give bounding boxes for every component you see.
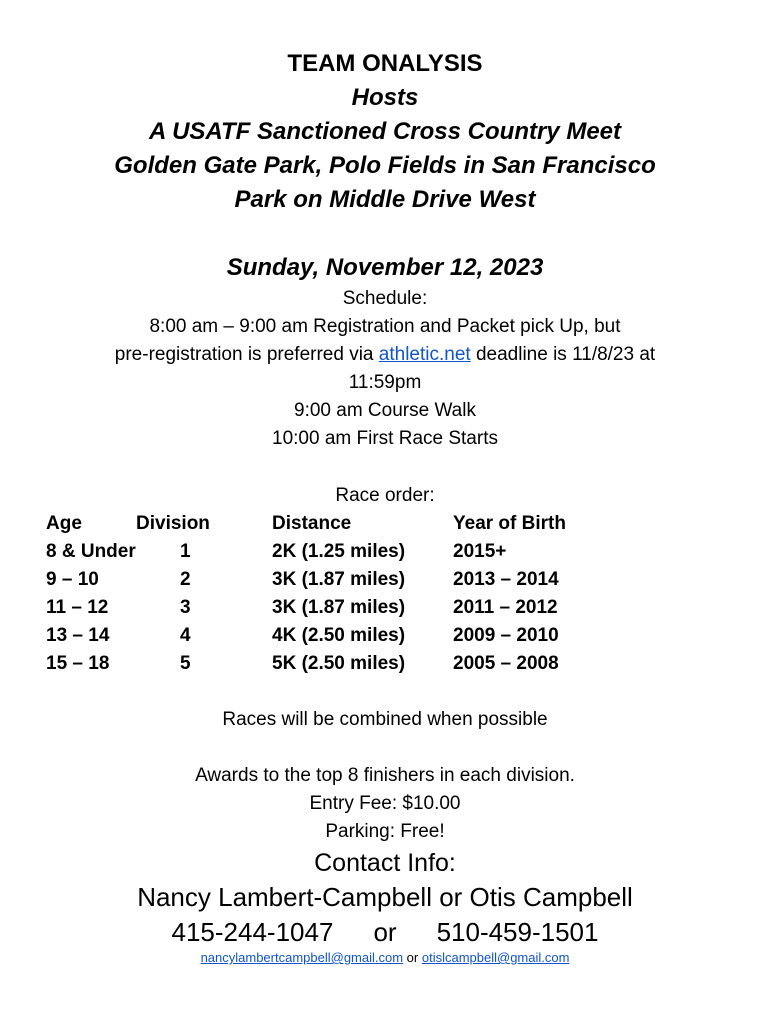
email-link-1[interactable]: nancylambertcampbell@gmail.com xyxy=(200,950,404,965)
row-age: 15 – 18 xyxy=(46,653,110,674)
event-date: Sunday, November 12, 2023 xyxy=(226,254,544,281)
email-or: or xyxy=(403,950,422,965)
meet-title: A USATF Sanctioned Cross Country Meet xyxy=(148,118,622,145)
table-row xyxy=(46,650,646,678)
row-age: 9 – 10 xyxy=(46,569,99,590)
row-distance: 3K (1.87 miles) xyxy=(272,569,406,590)
deadline-time: 11:59pm xyxy=(348,372,422,393)
race-order-label: Race order: xyxy=(335,485,435,506)
phone-1[interactable]: 415-244-1047 xyxy=(171,917,334,947)
entry-fee: Entry Fee: $10.00 xyxy=(309,793,461,814)
table-row xyxy=(46,538,646,566)
location-line-1: Golden Gate Park, Polo Fields in San Francisco xyxy=(114,152,656,179)
phone-or: or xyxy=(373,917,397,947)
row-age: 8 & Under xyxy=(46,541,136,562)
race-order-table xyxy=(46,510,646,678)
table-row xyxy=(46,566,646,594)
row-division: 5 xyxy=(180,653,191,674)
combined-note: Races will be combined when possible xyxy=(222,709,548,730)
row-distance: 2K (1.25 miles) xyxy=(272,541,406,562)
header-division: Division xyxy=(136,513,210,534)
schedule-label: Schedule: xyxy=(342,288,428,309)
row-year: 2011 – 2012 xyxy=(453,597,558,618)
row-age: 11 – 12 xyxy=(46,597,109,618)
row-year: 2013 – 2014 xyxy=(453,569,559,590)
contact-names: Nancy Lambert-Campbell or Otis Campbell xyxy=(137,882,633,912)
first-race: 10:00 am First Race Starts xyxy=(272,428,498,449)
row-distance: 5K (2.50 miles) xyxy=(272,653,406,674)
schedule-registration: 8:00 am – 9:00 am Registration and Packet pick Up, but xyxy=(149,316,621,337)
table-row xyxy=(46,622,646,650)
row-division: 2 xyxy=(180,569,191,590)
header-year: Year of Birth xyxy=(453,513,566,534)
location-line-2: Park on Middle Drive West xyxy=(234,186,536,213)
org-name: TEAM ONALYSIS xyxy=(287,50,483,77)
row-year: 2005 – 2008 xyxy=(453,653,559,674)
hosts-label: Hosts xyxy=(351,84,419,111)
schedule-preregistration xyxy=(0,341,770,369)
parking-note: Parking: Free! xyxy=(325,821,445,842)
awards-note: Awards to the top 8 finishers in each division. xyxy=(195,765,575,786)
row-division: 1 xyxy=(180,541,191,562)
course-walk: 9:00 am Course Walk xyxy=(294,400,476,421)
prereg-text: pre-registration is preferred via xyxy=(114,344,379,365)
table-row xyxy=(46,594,646,622)
deadline-text: deadline is 11/8/23 at xyxy=(470,344,656,365)
header-age: Age xyxy=(46,513,82,534)
row-distance: 4K (2.50 miles) xyxy=(272,625,406,646)
contact-emails xyxy=(0,949,770,967)
row-division: 3 xyxy=(180,597,191,618)
row-year: 2015+ xyxy=(453,541,507,562)
email-link-2[interactable]: otislcampbell@gmail.com xyxy=(421,950,570,965)
table-header-row xyxy=(46,510,646,538)
phone-2[interactable]: 510-459-1501 xyxy=(436,917,599,947)
row-distance: 3K (1.87 miles) xyxy=(272,597,406,618)
contact-phones xyxy=(0,915,770,950)
contact-heading: Contact Info: xyxy=(314,849,456,877)
athletic-net-link[interactable]: athletic.net xyxy=(378,344,471,365)
row-year: 2009 – 2010 xyxy=(453,625,559,646)
row-age: 13 – 14 xyxy=(46,625,110,646)
header-distance: Distance xyxy=(272,513,352,534)
row-division: 4 xyxy=(180,625,191,646)
